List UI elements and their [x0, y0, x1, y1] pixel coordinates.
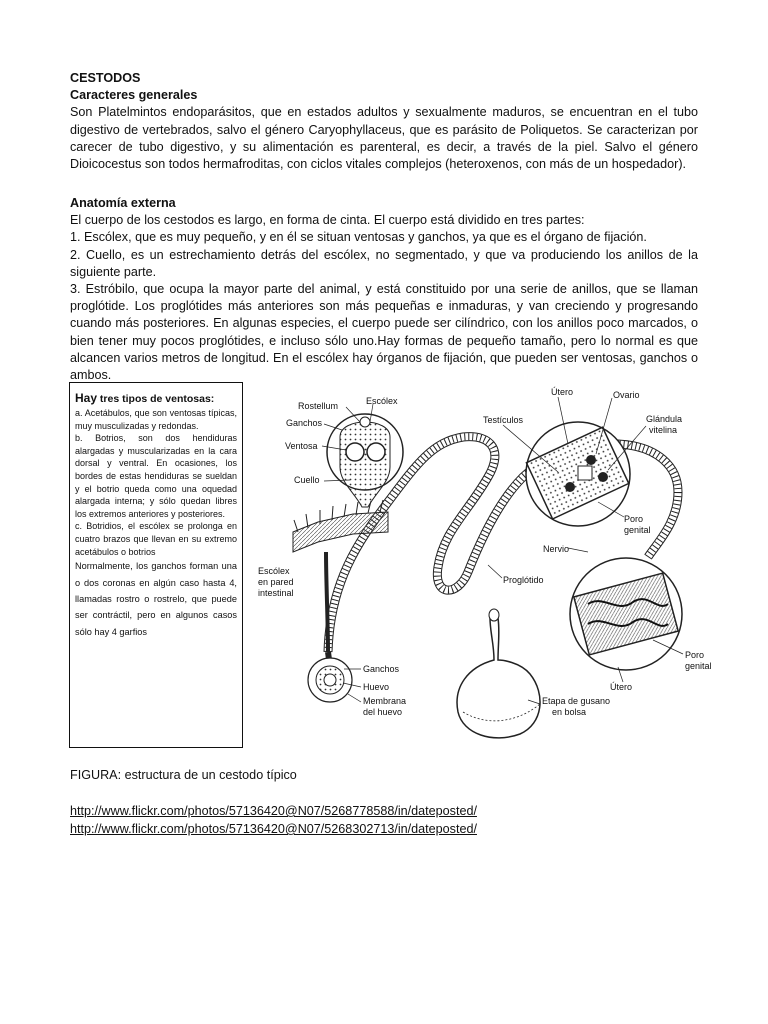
- figure-caption: FIGURA: estructura de un cestodo típico: [70, 768, 297, 782]
- label-etapa: en bolsa: [552, 707, 587, 717]
- sidebox-item: b. Botrios, son dos hendiduras alargadas y muscularizadas en la cara dorsal y ventral. En ocasiones, los bordes de estas hendiduras se sueldan y el botrio queda como una oquedad alargada interna; y sólo quedan libres los extremos anteriores y posteriores.: [75, 433, 237, 519]
- anatomy-item: 3. Estróbilo, que ocupa la mayor parte del animal, y está constituido por una serie de anillos, que se llaman proglótide. Los proglótides más anteriores son más pequeñas e inmaduras, y van creciendo y progresando cuando más posteriores. En algunas especies, el cuerpo puede ser cilíndrico, con los anillos poco marcados, o bien tener muy pocos proglótides, e incluso sólo uno.Hay formas de pequeño tamaño, pero lo normal es que alcancen varios metros de longitud. En el escólex hay órganos de fijación, que pueden ser ventosas, ganchos o ambos.: [70, 282, 698, 383]
- sidebox-note: Normalmente, los ganchos forman una o dos coronas en algún caso hasta 4, llamadas rostro o rostrelo, que puede ser contráctil, pero en algunos casos sólo hay 4 garfios: [75, 561, 237, 637]
- label-poro-genital: Poro: [685, 650, 705, 660]
- label-glandula: vitelina: [649, 425, 678, 435]
- label-testiculos: Testículos: [483, 415, 524, 425]
- source-link[interactable]: http://www.flickr.com/photos/57136420@N07/5268778588/in/dateposted/: [70, 804, 477, 818]
- label-ventosa: Ventosa: [285, 441, 318, 451]
- anatomy-item: 1. Escólex, que es muy pequeño, y en él se situan ventosas y ganchos, ya que es el órgano de fijación.: [70, 230, 647, 245]
- cestode-diagram: [258, 382, 728, 754]
- label-escolex-pared: Escólex: [258, 566, 290, 576]
- label-poro-genital: genital: [624, 525, 651, 535]
- egg-detail: [308, 658, 352, 702]
- general-paragraph: Son Platelmintos endoparásitos, que en estados adultos y sexualmente maduros, se encuentran en el tubo digestivo de vertebrados, salvo el género Caryophyllaceus, que es parásito de Poliquetos. Se caracterizan por carecer de tubo digestivo, y su alimentación es parenteral, es decir, a través de la piel. Salvo el género Dioicocestus son todos hermafroditas, con ciclos vitales complejos (heteroxenos, con más de un hospedador).: [70, 105, 698, 172]
- proglottid-detail-upper: [526, 422, 630, 526]
- label-escolex: Escólex: [366, 396, 398, 406]
- anatomy-intro: El cuerpo de los cestodos es largo, en forma de cinta. El cuerpo está dividido en tres partes:: [70, 213, 585, 228]
- label-rostellum: Rostellum: [298, 401, 339, 411]
- source-links: [70, 802, 477, 838]
- label-membrana: Membrana: [363, 696, 407, 706]
- section-heading-general: Caracteres generales: [70, 88, 198, 103]
- section-heading-anatomy: Anatomía externa: [70, 196, 176, 210]
- label-proglotido: Proglótido: [503, 575, 544, 585]
- label-escolex-pared: intestinal: [258, 588, 294, 598]
- label-utero: Útero: [551, 387, 574, 397]
- label-poro-genital: genital: [685, 661, 712, 671]
- suckers-sidebox: [69, 382, 243, 748]
- document-title: CESTODOS: [70, 71, 141, 85]
- label-poro-genital: Poro: [624, 514, 644, 524]
- label-cuello: Cuello: [294, 475, 320, 485]
- source-link[interactable]: http://www.flickr.com/photos/57136420@N07/5268302713/in/dateposted/: [70, 822, 477, 836]
- label-ganchos-huevo: Ganchos: [363, 664, 400, 674]
- label-membrana: del huevo: [363, 707, 403, 717]
- proglottid-detail-lower: [570, 558, 682, 670]
- label-utero: Útero: [610, 682, 633, 692]
- cestode-figure: [258, 382, 728, 754]
- label-nervio: Nervio: [543, 544, 570, 554]
- label-escolex-pared: en pared: [258, 577, 294, 587]
- label-etapa: Etapa de gusano: [542, 696, 611, 706]
- label-huevo: Huevo: [363, 682, 390, 692]
- label-ganchos: Ganchos: [286, 418, 323, 428]
- anatomy-item: 2. Cuello, es un estrechamiento detrás del escólex, no segmentado, y que va produciendo los anillos de la siguiente parte.: [70, 247, 698, 279]
- bladder-worm: [457, 609, 540, 738]
- anatomy-section: [70, 195, 698, 384]
- intro-section: [70, 70, 698, 173]
- label-glandula: Glándula: [646, 414, 683, 424]
- sidebox-heading: Hay tres tipos de ventosas:: [75, 391, 215, 405]
- sidebox-item: c. Botridios, el escólex se prolonga en cuatro brazos que llevan en su extremo acetábulos o botrios: [75, 521, 237, 557]
- label-ovario: Ovario: [613, 390, 640, 400]
- sidebox-item: a. Acetábulos, que son ventosas típicas, muy musculizadas y redondas.: [75, 408, 237, 431]
